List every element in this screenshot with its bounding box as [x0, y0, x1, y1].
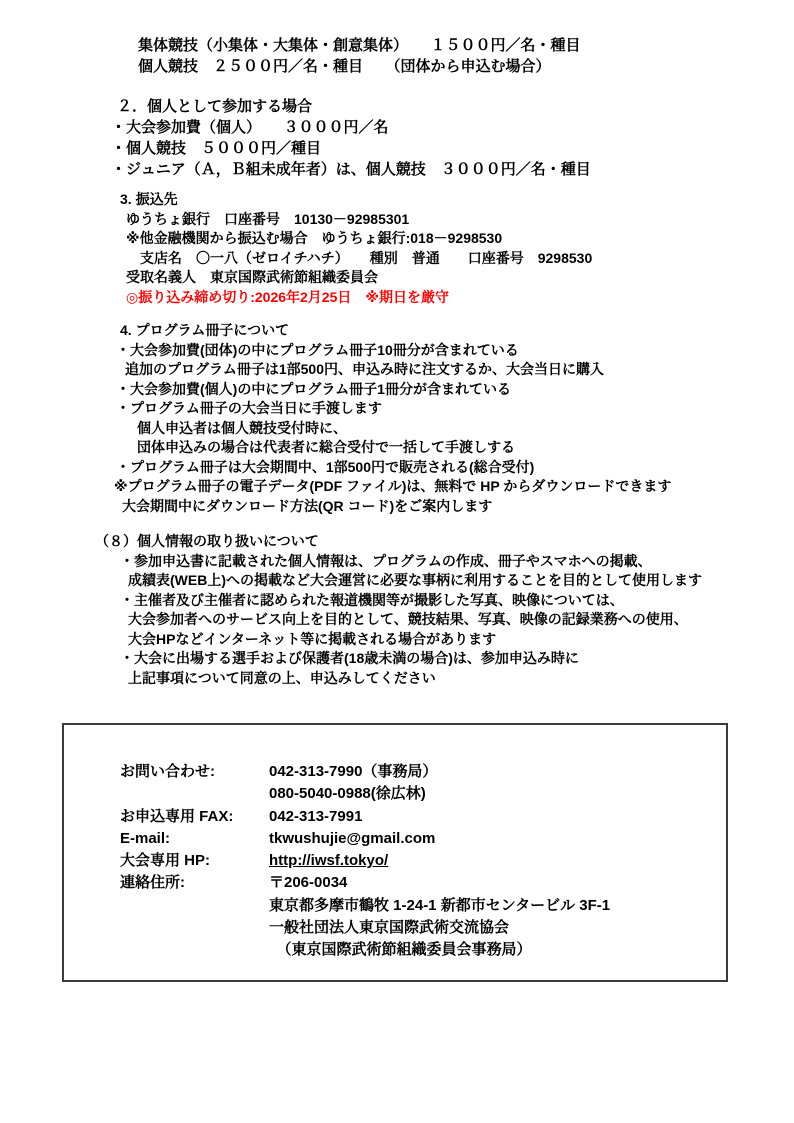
section-4-qr-note: 大会期間中にダウンロード方法(QR コード)をご案内します — [122, 497, 493, 514]
section-2-item: ・大会参加費（個人） ３０００円／名 — [111, 119, 389, 136]
section-8-item: ・参加申込書に記載された個人情報は、プログラムの作成、冊子やスマホへの掲載、 — [120, 552, 652, 569]
contact-row — [120, 806, 726, 828]
contact-label-address: 連絡住所: — [120, 874, 185, 892]
section-3-bank-transfer — [0, 190, 794, 307]
office-name: （東京国際武術節組織委員会事務局） — [269, 941, 532, 959]
other-bank-note: ※他金融機関から振込む場合 ゆうちょ銀行:018－9298530 — [126, 230, 503, 246]
contact-label-empty — [120, 895, 269, 917]
section-8-item-continuation: 成績表(WEB上)への掲載など大会運営に必要な事柄に利用することを目的として使用します — [128, 572, 702, 588]
section-4-subitem: 団体申込みの場合は代表者に総合受付で一括して手渡しする — [137, 439, 515, 455]
contact-label-inquiry: お問い合わせ: — [120, 763, 215, 780]
section-4-subitem: 個人申込者は個人競技受付時に、 — [137, 419, 347, 436]
fax-number: 042-313-7991 — [269, 807, 363, 825]
contact-row — [120, 761, 726, 783]
section-4-item: ・プログラム冊子の大会当日に手渡します — [116, 400, 382, 416]
contact-label-empty — [120, 939, 269, 961]
contact-row — [120, 850, 726, 872]
section-8-item-continuation: 大会HPなどインターネット等に掲載される場合があります — [128, 630, 497, 647]
transfer-deadline-notice: ◎振り込み締め切り:2026年2月25日 ※期日を厳守 — [126, 288, 449, 305]
contact-label-fax: お申込専用 FAX: — [120, 807, 234, 825]
section-4-pdf-note: ※プログラム冊子の電子データ(PDF ファイル)は、無料で HP からダウンロードできます — [114, 478, 672, 494]
contact-row — [120, 783, 726, 805]
email-address: tkwushujie@gmail.com — [269, 829, 436, 847]
section-8-heading: （８）個人情報の取り扱いについて — [95, 533, 319, 549]
contact-label-website: 大会専用 HP: — [120, 852, 211, 870]
organization-name: 一般社団法人東京国際武術交流協会 — [269, 919, 510, 937]
payee-name-line: 受取名義人 東京国際武術節組織委員会 — [126, 269, 378, 285]
inquiry-phone-secondary: 080-5040-0988(徐広林) — [269, 785, 426, 803]
section-4-item: ・プログラム冊子は大会期間中、1部500円で販売される(総合受付) — [116, 458, 535, 475]
section-8-item: ・主催者及び主催者に認められた報道機関等が撮影した写真、映像については、 — [120, 591, 624, 608]
contact-row — [120, 895, 726, 917]
section-8-item-continuation: 大会参加者へのサービス向上を目的として、競技結果、写真、映像の記録業務への使用、 — [128, 611, 688, 627]
section-8-item: ・大会に出場する選手および保護者(18歳未満の場合)は、参加申込み時に — [120, 650, 579, 666]
contact-row — [120, 939, 726, 961]
branch-account-line: 支店名 〇一八（ゼロイチハチ） 種別 普通 口座番号 9298530 — [140, 249, 593, 266]
contact-row — [120, 917, 726, 939]
section-8-item-continuation: 上記事項について同意の上、申込みしてください — [128, 669, 436, 686]
section-2-heading: ２．個人として参加する場合 — [117, 98, 313, 115]
inquiry-phone-primary: 042-313-7990（事務局） — [269, 763, 438, 780]
contact-row — [120, 828, 726, 850]
section-4-item: ・大会参加費(個人)の中にプログラム冊子1冊分が含まれている — [116, 380, 511, 397]
section-8-personal-information — [0, 532, 794, 688]
postal-code: 〒206-0034 — [269, 874, 348, 892]
fee-line-group-competition: 集体競技（小集体・大集体・創意集体） １５００円／名・種目 — [138, 37, 581, 54]
section-4-item: ・大会参加費(団体)の中にプログラム冊子10冊分が含まれている — [116, 341, 519, 358]
contact-label-empty — [120, 917, 269, 939]
website-link[interactable]: http://iwsf.tokyo/ — [269, 852, 389, 870]
street-address: 東京都多摩市鶴牧 1-24-1 新都市センタービル 3F-1 — [269, 896, 611, 914]
contact-row — [120, 872, 726, 894]
contact-label-email: E-mail: — [120, 829, 171, 847]
section-4-item-continuation: 追加のプログラム冊子は1部500円、申込み時に注文するか、大会当日に購入 — [125, 361, 605, 377]
fee-line-individual-competition: 個人競技 ２５００円／名・種目 （団体から申込む場合） — [138, 58, 551, 75]
section-2-individual-participation — [0, 96, 794, 180]
contact-label-empty — [120, 783, 269, 805]
section-2-item: ・個人競技 ５０００円／種目 — [111, 140, 322, 157]
section-3-heading: 3. 振込先 — [120, 191, 178, 207]
section-4-heading: 4. プログラム冊子について — [120, 322, 290, 338]
section-2-item: ・ジュニア（Ａ，Ｂ組未成年者）は、個人競技 ３０００円／名・種目 — [111, 161, 591, 178]
bank-account-line: ゆうちょ銀行 口座番号 10130－92985301 — [126, 210, 410, 227]
contact-rows — [64, 725, 726, 962]
section-4-program-booklet — [0, 321, 794, 516]
fee-block — [0, 35, 794, 77]
contact-info-box — [62, 723, 728, 982]
